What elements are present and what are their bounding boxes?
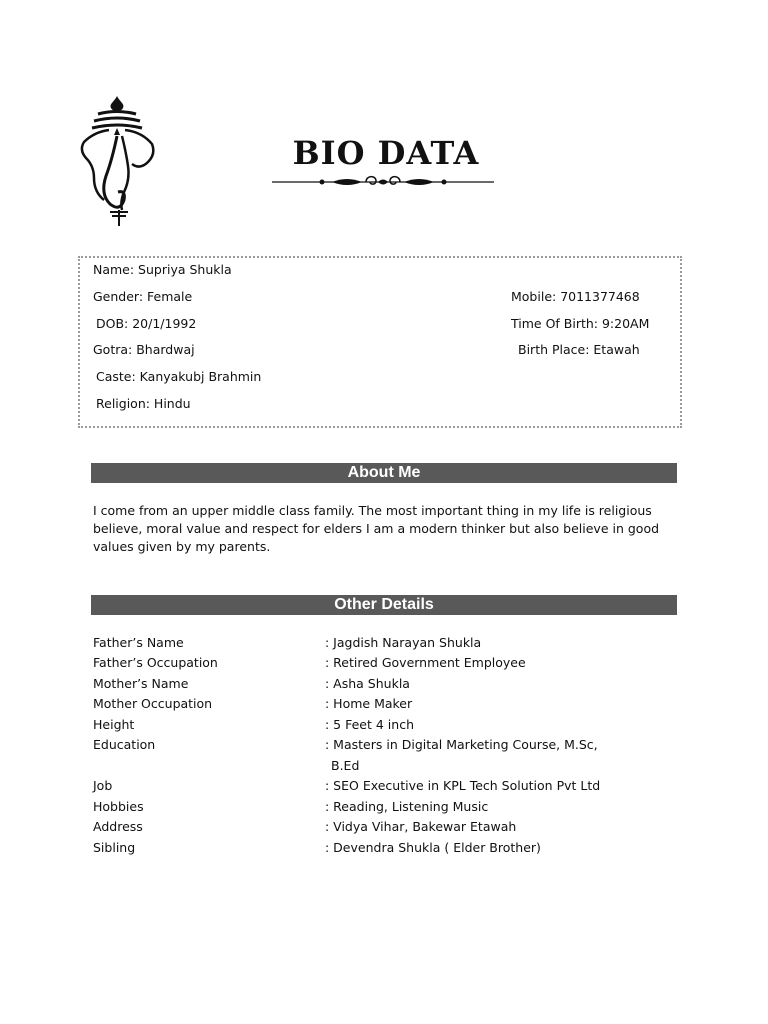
mothers-name-label: Mother’s Name (93, 676, 189, 691)
gender-field: Gender: Female (93, 289, 193, 304)
time-of-birth-field: Time Of Birth: 9:20AM (511, 316, 650, 331)
page-title: BIO DATA (292, 134, 480, 172)
name-field: Name: Supriya Shukla (93, 262, 232, 277)
education-value: : Masters in Digital Marketing Course, M.Sc, (325, 737, 598, 752)
mothers-name-value: : Asha Shukla (325, 676, 410, 691)
hobbies-value: : Reading, Listening Music (325, 799, 489, 814)
other-details-heading: Other Details (91, 595, 677, 615)
job-value: : SEO Executive in KPL Tech Solution Pvt Ltd (325, 778, 601, 793)
about-me-heading: About Me (91, 463, 677, 483)
religion-field: Religion: Hindu (96, 396, 191, 411)
dob-field: DOB: 20/1/1992 (96, 316, 197, 331)
address-label: Address (93, 819, 143, 834)
ornament-divider (272, 172, 494, 192)
fathers-name-value: : Jagdish Narayan Shukla (325, 635, 482, 650)
gotra-field: Gotra: Bhardwaj (93, 342, 195, 357)
fathers-name-label: Father’s Name (93, 635, 184, 650)
height-value: : 5 Feet 4 inch (325, 717, 414, 732)
sibling-value: : Devendra Shukla ( Elder Brother) (325, 840, 541, 855)
sibling-label: Sibling (93, 840, 136, 855)
caste-field: Caste: Kanyakubj Brahmin (96, 369, 262, 384)
education-label: Education (93, 737, 156, 752)
mother-occupation-value: : Home Maker (325, 696, 413, 711)
hobbies-label: Hobbies (93, 799, 144, 814)
fathers-occupation-value: : Retired Government Employee (325, 655, 526, 670)
height-label: Height (93, 717, 135, 732)
education-value-continued: B.Ed (331, 758, 360, 773)
birth-place-field: Birth Place: Etawah (518, 342, 640, 357)
mobile-field: Mobile: 7011377468 (511, 289, 640, 304)
address-value: : Vidya Vihar, Bakewar Etawah (325, 819, 517, 834)
about-me-text: I come from an upper middle class family. The most important thing in my life is religious believe, moral value and respect for elders I am a modern thinker but also believe in good values given by my parents. (93, 503, 660, 554)
job-label: Job (93, 778, 113, 793)
mother-occupation-label: Mother Occupation (93, 696, 213, 711)
fathers-occupation-label: Father’s Occupation (93, 655, 218, 670)
ganesha-symbol-icon (74, 92, 164, 230)
